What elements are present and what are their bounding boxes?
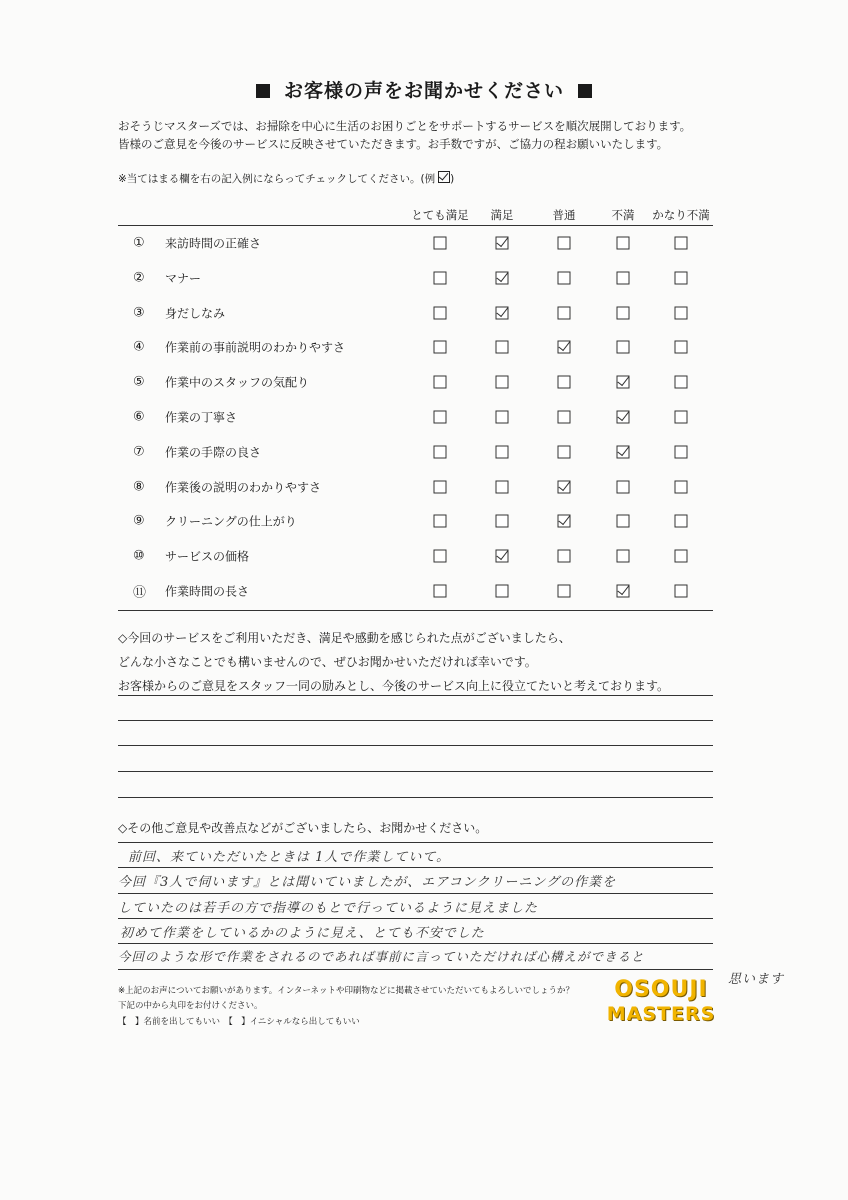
footer-note-1: ※上記のお声についてお願いがあります。インターネットや印刷物などに掲載させていただいてもよろしいでしょうか？ <box>118 986 575 996</box>
row-label: 作業前の事前説明のわかりやすさ <box>165 340 346 355</box>
checkbox[interactable] <box>675 480 688 493</box>
column-header: 普通 <box>552 208 576 222</box>
table-rule <box>118 610 713 611</box>
checkbox[interactable] <box>434 237 447 250</box>
checkbox[interactable] <box>496 480 509 493</box>
checkbox[interactable] <box>558 550 571 563</box>
checkbox[interactable] <box>496 515 509 528</box>
row-label: 作業時間の長さ <box>165 584 250 599</box>
handwritten-line: 前回、来ていただいたときは 1人で作業していて。 <box>128 850 451 865</box>
checkbox[interactable] <box>434 445 447 458</box>
checkbox[interactable] <box>558 376 571 389</box>
answer-line <box>118 893 713 894</box>
checkbox-checked[interactable] <box>496 271 509 284</box>
square-bullet-icon <box>256 84 270 98</box>
row-number: ⑧ <box>133 479 145 495</box>
checkbox[interactable] <box>434 341 447 354</box>
logo-line-1: OSOUJI <box>614 977 708 1002</box>
answer-line <box>118 797 713 798</box>
instruction-note <box>118 171 454 186</box>
row-label: 来訪時間の正確さ <box>165 236 262 251</box>
row-label: 作業後の説明のわかりやすさ <box>165 480 322 495</box>
answer-line <box>118 918 713 919</box>
note-end: ) <box>450 173 455 185</box>
checkbox[interactable] <box>617 341 630 354</box>
row-number: ⑥ <box>133 409 145 425</box>
row-number: ① <box>133 235 145 251</box>
checkbox[interactable] <box>558 585 571 598</box>
checkbox[interactable] <box>675 445 688 458</box>
checkbox[interactable] <box>558 445 571 458</box>
checkbox[interactable] <box>558 306 571 319</box>
answer-line <box>118 695 713 696</box>
footer-note-2: 下記の中から丸印をお付けください。 <box>118 1001 263 1011</box>
section-praise-line: お客様からのご意見をスタッフ一同の励みとし、今後のサービス向上に役立てたいと考えております。 <box>118 679 670 693</box>
checkbox[interactable] <box>496 585 509 598</box>
logo-line-2: MASTERS <box>606 1003 716 1025</box>
checkbox[interactable] <box>675 306 688 319</box>
checkbox[interactable] <box>617 271 630 284</box>
row-label: 作業の丁寧さ <box>165 410 238 425</box>
checkbox[interactable] <box>617 480 630 493</box>
row-number: ⑪ <box>133 585 147 601</box>
checkbox[interactable] <box>675 515 688 528</box>
checkbox[interactable] <box>434 550 447 563</box>
answer-line <box>118 943 713 944</box>
checkbox[interactable] <box>675 341 688 354</box>
page-title <box>0 76 848 103</box>
intro-line-2: 皆様のご意見を今後のサービスに反映させていただきます。お手数ですが、ご協力の程お願いいたします。 <box>118 137 669 151</box>
checkbox[interactable] <box>675 237 688 250</box>
checkbox-checked[interactable] <box>558 515 571 528</box>
column-header: かなり不満 <box>652 208 710 222</box>
checkbox[interactable] <box>434 411 447 424</box>
handwritten-line: していたのは若手の方で指導のもとで行っているように見えました <box>118 901 539 916</box>
row-label: マナー <box>165 271 202 286</box>
checkbox[interactable] <box>558 237 571 250</box>
table-rule <box>118 225 713 226</box>
row-number: ④ <box>133 339 145 355</box>
row-label: 身だしなみ <box>165 306 226 321</box>
checkbox[interactable] <box>434 515 447 528</box>
row-number: ② <box>133 270 145 286</box>
title-text: お客様の声をお聞かせください <box>283 80 564 102</box>
answer-line <box>118 867 713 868</box>
answer-line <box>118 771 713 772</box>
checkbox[interactable] <box>434 376 447 389</box>
checkbox-checked[interactable] <box>558 341 571 354</box>
checkbox[interactable] <box>675 585 688 598</box>
checkbox[interactable] <box>617 306 630 319</box>
checkbox-checked[interactable] <box>496 550 509 563</box>
column-header: とても満足 <box>411 208 469 222</box>
checkbox[interactable] <box>434 585 447 598</box>
square-bullet-icon <box>578 84 592 98</box>
checkbox[interactable] <box>558 271 571 284</box>
handwritten-line: 今回『3人で伺います』とは聞いていましたが、エアコンクリーニングの作業を <box>118 875 617 890</box>
row-number: ③ <box>133 305 145 321</box>
checkbox[interactable] <box>617 550 630 563</box>
checkbox-checked[interactable] <box>617 585 630 598</box>
osouji-masters-logo <box>605 978 717 1026</box>
row-number: ⑤ <box>133 374 145 390</box>
row-label: 作業の手際の良さ <box>165 445 262 460</box>
row-number: ⑩ <box>133 548 145 564</box>
checkbox-checked[interactable] <box>617 376 630 389</box>
answer-line <box>118 745 713 746</box>
section-praise-line: ◇今回のサービスをご利用いただき、満足や感動を感じられた点がございましたら、 <box>118 631 571 645</box>
checkbox[interactable] <box>675 411 688 424</box>
checkbox-checked[interactable] <box>558 480 571 493</box>
handwritten-line: 思います <box>728 972 785 987</box>
checkbox-checked[interactable] <box>496 237 509 250</box>
checkbox[interactable] <box>558 411 571 424</box>
checkbox[interactable] <box>675 271 688 284</box>
checkbox-checked[interactable] <box>496 306 509 319</box>
note-text: ※当てはまる欄を右の記入例にならってチェックしてください。(例 <box>118 173 436 185</box>
answer-line <box>118 720 713 721</box>
checkbox[interactable] <box>496 341 509 354</box>
checkbox[interactable] <box>675 550 688 563</box>
column-header: 満足 <box>490 208 514 222</box>
row-label: クリーニングの仕上がり <box>165 514 297 529</box>
row-number: ⑨ <box>133 513 145 529</box>
section-other-heading: ◇その他ご意見や改善点などがございましたら、お聞かせください。 <box>118 821 488 835</box>
checkbox[interactable] <box>675 376 688 389</box>
section-praise-line: どんな小さなことでも構いませんので、ぜひお聞かせいただければ幸いです。 <box>118 655 537 669</box>
checkbox[interactable] <box>496 411 509 424</box>
checkbox[interactable] <box>434 480 447 493</box>
intro-line-1: おそうじマスターズでは、お掃除を中心に生活のお困りごとをサポートするサービスを順次展開しております。 <box>118 119 692 133</box>
checkbox[interactable] <box>617 237 630 250</box>
column-header: 不満 <box>611 208 635 222</box>
checkbox[interactable] <box>496 445 509 458</box>
checkbox-checked[interactable] <box>617 445 630 458</box>
handwritten-line: 今回のような形で作業をされるのであれば事前に言っていただければ心構えができると <box>118 949 645 964</box>
row-label: 作業中のスタッフの気配り <box>165 375 310 390</box>
answer-line <box>118 969 713 970</box>
checkbox-example-icon <box>438 171 450 183</box>
checkbox[interactable] <box>434 271 447 284</box>
checkbox[interactable] <box>617 515 630 528</box>
answer-line <box>118 842 713 843</box>
checkbox[interactable] <box>434 306 447 319</box>
footer-options: 【 】名前を出してもいい 【 】イニシャルなら出してもいい <box>118 1017 360 1027</box>
checkbox-checked[interactable] <box>617 411 630 424</box>
row-number: ⑦ <box>133 444 145 460</box>
handwritten-line: 初めて作業をしているかのように見え、とても不安でした <box>120 926 485 941</box>
row-label: サービスの価格 <box>165 549 250 564</box>
checkbox[interactable] <box>496 376 509 389</box>
